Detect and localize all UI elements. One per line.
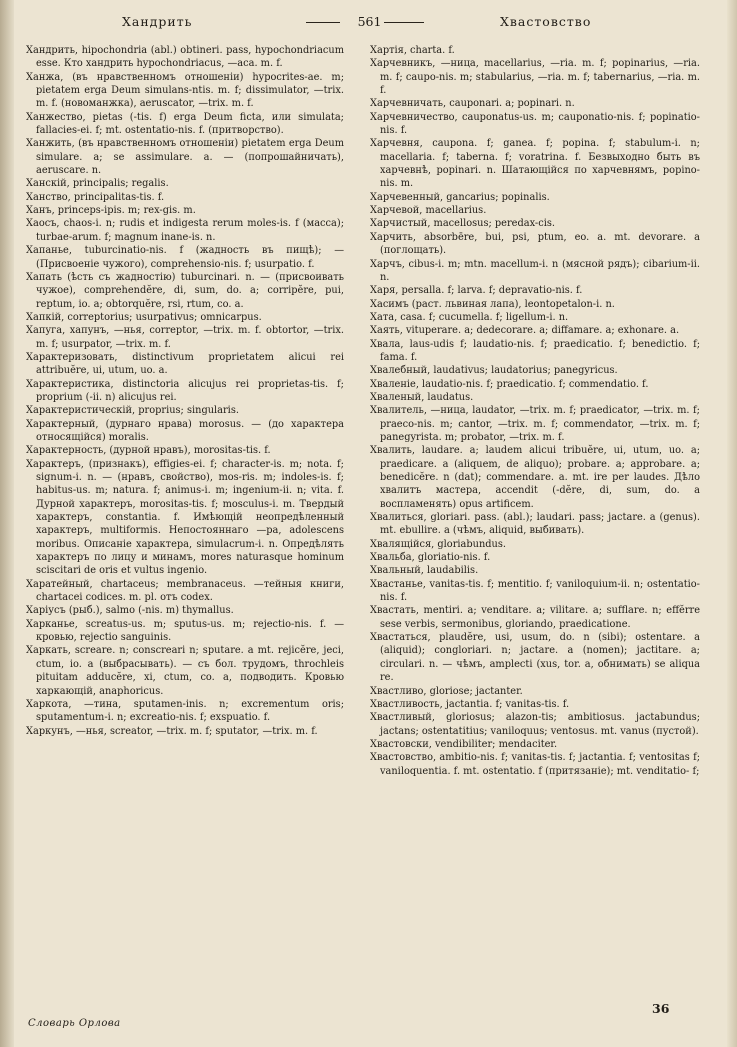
dictionary-entry: Хата, casa. f; cucumella. f; ligellum-i. n. bbox=[370, 311, 569, 323]
dictionary-entry: Харчевничать, cauponari. a; popinari. n. bbox=[370, 98, 575, 110]
dictionary-entry: Харкать, screare. n; conscreari n; sputare. a mt. rejicĕre, jeci, ctum, io. a (выбрасывать). — съ бол. трудомъ, throchleis pituitam adducĕre, xi, ctum, co. a, подводить. Кровью харкающій, anaphoricus. bbox=[26, 645, 344, 697]
dictionary-entry: Хвалебный, laudativus; laudatorius; panegyricus. bbox=[370, 365, 618, 377]
dictionary-entry: Хвастливо, gloriose; jactanter. bbox=[370, 685, 523, 697]
dictionary-entry: Харчевня, caupona. f; ganea. f; popina. f; stabulum-i. n; macellaria. f; taberna. f; voratrina. f. Безвыходно быть въ харчевнѣ, popinari. n. Шатающійся по харчевнямъ, popino-nis. m. bbox=[370, 138, 700, 190]
dictionary-entry: Хвала, laus-udis f; laudatio-nis. f; praedicatio. f; benedictio. f; fama. f. bbox=[370, 338, 700, 363]
dictionary-entry: Хвальба, gloriatio-nis. f. bbox=[370, 552, 491, 564]
dictionary-entry: Характеръ, (признакъ), effigies-ei. f; character-is. m; nota. f; signum-i. n. — (нравъ, свойство), mos-ris. m; indoles-is. f; habitus-us. m; natura. f; animus-i. m; ingenium-ii. n; vita. f. Дурной характеръ, morositas-tis. f; mosculus-i. m. Твердый характеръ, constantia. f. Имѣющій неопредѣленный характеръ, multiformis. Непостояннаго —ра, adolescens moribus. Описаніе характера, simulacrum-i. n. Опредѣлять характеръ по лицу и минамъ, mores naturasque hominum sciscitari de oris et vultus ingenio. bbox=[26, 458, 344, 577]
dictionary-entry: Характерный, (дурнаго нрава) morosus. — (до характера относящійся) moralis. bbox=[26, 418, 344, 443]
dictionary-entry: Харчевничество, cauponatus-us. m; cauponatio-nis. f; popinatio-nis. f. bbox=[370, 111, 700, 137]
dictionary-entry: Хапуга, хапунъ, —нья, correptor, —trix. m. f. obtortor, —trix. m. f; usurpator, —trix. m. f. bbox=[26, 325, 344, 350]
left-column bbox=[26, 44, 344, 738]
dictionary-entry: Хвастаться, plaudĕre, usi, usum, do. n (sibi); ostentare. a (aliquid); congloriari. n; jactare. a (nomen); jactitare. a; circulari. n. — чѣмъ, amplecti (xus, tor. a, обнимать) se aliqua re. bbox=[370, 632, 700, 684]
dictionary-entry: Хвастать, mentiri. a; venditare. a; vilitare. a; sufflare. n; effĕrre sese verbis, sermonibus, gloriando, praedicatione. bbox=[370, 605, 700, 630]
header-page-number: 561 bbox=[357, 14, 382, 29]
dictionary-entry: Хапать (ѣсть съ жадностію) tuburcinari. n. — (присвоивать чужое), comprehendĕre, di, sum, do. a; corripĕre, pui, reptum, io. a; obtorquĕre, rsi, rtum, co. a. bbox=[26, 271, 344, 310]
dictionary-entry: Харчевенный, gancarius; popinalis. bbox=[370, 191, 550, 203]
dictionary-entry: Характеризовать, distinctivum proprietatem alicui rei attribuĕre, ui, utum, uo. a. bbox=[26, 351, 344, 377]
dictionary-entry: Хвальный, laudabilis. bbox=[370, 565, 479, 577]
dictionary-entry: Хвастовски, vendibiliter; mendaciter. bbox=[370, 738, 558, 750]
header-right-word: Хвастовство bbox=[500, 14, 592, 29]
signature-number: 36 bbox=[652, 1001, 670, 1016]
dictionary-entry: Хандрить, hipochondria (abl.) obtineri. pass, hypochondriacum esse. Кто хандрить hypochondriacus, —aca. m. f. bbox=[26, 45, 344, 70]
dictionary-entry: Харчевникъ, —ница, macellarius, —ria. m. f; popinarius, —ria. m. f; caupo-nis. m; stabularius, —ria. m. f; tabernarius, —ria. m. f. bbox=[370, 58, 700, 97]
dictionary-entry: Хвастанье, vanitas-tis. f; mentitio. f; vaniloquium-ii. n; ostentatio-nis. f. bbox=[370, 578, 700, 604]
dictionary-entry: Харчить, absorbēre, bui, psi, ptum, eo. a. mt. devorare. a (поглощать). bbox=[370, 231, 700, 257]
printer-signature: Словарь Орлова bbox=[28, 1018, 121, 1029]
dictionary-entry: Харя, persalla. f; larva. f; depravatio-nis. f. bbox=[370, 285, 583, 297]
dictionary-entry: Хвастливость, jactantia. f; vanitas-tis. f. bbox=[370, 698, 570, 710]
dictionary-entry: Хапкій, correptorius; usurpativus; omnicarpus. bbox=[26, 311, 262, 323]
dictionary-entry: Ханжа, (въ нравственномъ отношеніи) hypocrites-ae. m; pietatem erga Deum simulans-ntis. m. f; dissimulator, —trix. m. f. (новоманжка), aeruscator, —trix. m. f. bbox=[26, 71, 344, 110]
dictionary-entry: Хасимъ (раст. львиная лапа), leontopetalon-i. n. bbox=[370, 298, 615, 310]
right-column bbox=[370, 44, 700, 778]
dictionary-entry: Харкунъ, —нья, screator, —trix. m. f; sputator, —trix. m. f. bbox=[26, 725, 318, 737]
dictionary-entry: Хаять, vituperare. a; dedecorare. a; diffamare. a; exhonare. a. bbox=[370, 325, 680, 337]
page-header bbox=[22, 14, 717, 36]
dictionary-entry: Хапанье, tuburcinatio-nis. f (жадность въ пищѣ); — (Присвоеніе чужого), comprehensio-nis. f; usurpatio. f. bbox=[26, 245, 344, 270]
dictionary-entry: Хваленіе, laudatio-nis. f; praedicatio. f; commendatio. f. bbox=[370, 378, 649, 390]
dictionary-entry: Харіусъ (рыб.), salmo (-nis. m) thymallus. bbox=[26, 605, 234, 617]
dictionary-entry: Ханство, principalitas-tis. f. bbox=[26, 191, 165, 203]
dictionary-entry: Хартія, charta. f. bbox=[370, 45, 455, 56]
dictionary-entry: Ханскій, principalis; regalis. bbox=[26, 178, 169, 190]
dictionary-entry: Характеристическій, proprius; singularis. bbox=[26, 405, 239, 417]
dictionary-entry: Хваленый, laudatus. bbox=[370, 391, 474, 403]
header-rule-right bbox=[384, 22, 424, 23]
dictionary-entry: Харкота, —тина, sputamen-inis. n; excrementum oris; sputamentum-i. n; excreatio-nis. f; exspuatio. f. bbox=[26, 698, 344, 724]
dictionary-entry: Харканье, screatus-us. m; sputus-us. m; rejectio-nis. f. — кровью, rejectio sanguinis. bbox=[26, 618, 344, 644]
dictionary-entry: Ханъ, princeps-ipis. m; rex-gis. m. bbox=[26, 205, 196, 217]
dictionary-entry: Хвастовство, ambitio-nis. f; vanitas-tis. f; jactantia. f; ventositas f; vaniloquentia. f. mt. ostentatio. f (притязаніе); mt. venditatio- f; bbox=[370, 752, 700, 777]
dictionary-entry: Харатейный, chartaceus; membranaceus. —тейныя книги, chartacei codices. m. pl. отъ codex. bbox=[26, 578, 344, 604]
page-edge-shadow bbox=[727, 0, 737, 1047]
dictionary-entry: Хвалящійся, gloriabundus. bbox=[370, 538, 506, 550]
dictionary-entry: Харчевой, macellarius. bbox=[370, 205, 487, 217]
dictionary-entry: Хвалитель, —ница, laudator, —trix. m. f; praedicator, —trix. m. f; praeco-nis. m; cantor, —trix. m. f; commendator, —trix. m. f; panegyrista. m; probator, —trix. m. f. bbox=[370, 405, 700, 443]
dictionary-entry: Хаосъ, chaos-i. n; rudis et indigesta rerum moles-is. f (масса); turbae-arum. f; magnum inane-is. n. bbox=[26, 218, 344, 243]
dictionary-entry: Хвалиться, gloriari. pass. (abl.); laudari. pass; jactare. a (genus). mt. ebullire. a (чѣмъ, aliquid, выбивать). bbox=[370, 512, 700, 537]
dictionary-entry: Ханжить, (въ нравственномъ отношеніи) pietatem erga Deum simulare. a; se assimulare. a. — (попрошайничать), aeruscare. n. bbox=[26, 138, 344, 177]
dictionary-entry: Харчистый, macellosus; peredax-cis. bbox=[370, 218, 556, 230]
dictionary-entry: Хвалить, laudare. a; laudem alicui tribuĕre, ui, utum, uo. a; praedicare. a (aliquem, de aliquo); probare. a; approbare. a; benedicĕre. n (dat); commendare. a. mt. ire per laudes. Дѣло хвалитъ мастера, accendit (-dĕre, di, sum, do. a воспламенять) opus artificem. bbox=[370, 445, 700, 510]
dictionary-entry: Харчъ, cibus-i. m; mtn. macellum-i. n (мясной рядъ); cibarium-ii. n. bbox=[370, 258, 700, 283]
page-binding-shadow bbox=[0, 0, 14, 1047]
dictionary-entry: Характеристика, distinctoria alicujus rei proprietas-tis. f; proprium (-ii. n) alicujus rei. bbox=[26, 378, 344, 403]
dictionary-entry: Ханжество, pietas (-tis. f) erga Deum ficta, или simulata; fallacies-ei. f; mt. ostentatio-nis. f. (притворство). bbox=[26, 111, 344, 137]
dictionary-entry: Характерность, (дурной нравъ), morositas-tis. f. bbox=[26, 445, 271, 457]
header-left-word: Хандрить bbox=[122, 14, 193, 29]
dictionary-entry: Хвастливый, gloriosus; alazon-tis; ambitiosus. jactabundus; jactans; ostentatitius; vaniloquus; ventosus. mt. vanus (пустой). bbox=[370, 712, 700, 737]
